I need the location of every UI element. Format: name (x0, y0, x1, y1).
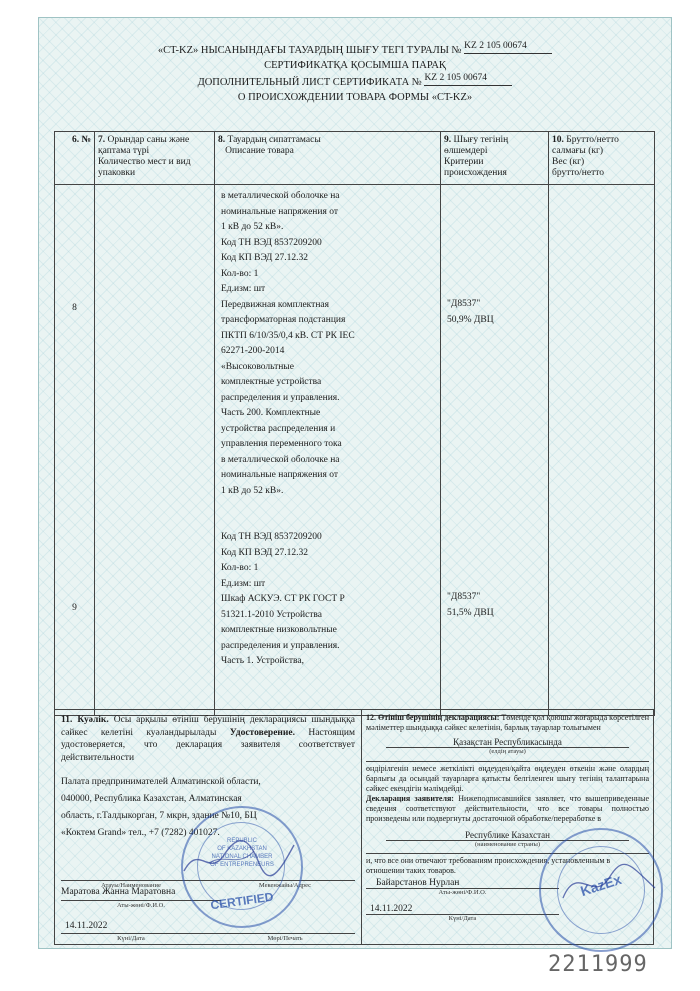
criteria-row-8: "Д8537" 50,9% ДВЦ (447, 299, 494, 325)
box-11-date: 14.11.2022 (65, 921, 108, 931)
description-line: Часть 1. Устройства, (221, 656, 304, 666)
description-line: Код КП ВЭД 27.12.32 (221, 547, 309, 558)
description-line: Передвижная комплектная (221, 299, 329, 310)
description-line: комплектные устройства (221, 377, 322, 387)
description-line: управления переменного тока (221, 439, 342, 449)
description-line: «Высоковольтные (221, 361, 294, 372)
box-12-title-ru: Декларация заявителя: (366, 794, 454, 803)
box-12-text-ru-2: и, что все они отвечают требованиям происхождения, установленным в отношении таких товаров. (366, 856, 611, 875)
description-line: Кол-во: 1 (221, 563, 259, 573)
description-line (221, 499, 436, 515)
description-line: Код ТН ВЭД 8537209200 (221, 532, 322, 542)
column-header-description: 8. Тауардың сипаттамасы Описание товара (215, 132, 441, 185)
column-header-criteria: 9. Шығу тегінің өлшемдері Критерии происхождения (441, 132, 549, 185)
column-header-packages: 7. Орындар саны және қаптама түрі Количество мест и вид упаковки (95, 132, 215, 185)
box-11-signer-name: Маратова Жанна Маратовна (61, 887, 176, 897)
goods-description (221, 189, 436, 670)
header-line-2: СЕРТИФИКАТҚА ҚОСЫМША ПАРАҚ (264, 60, 446, 71)
box-12-caption-date: Күні/Дата (448, 915, 477, 922)
description-line: комплектные низковольтные (221, 625, 337, 635)
box-12-text-ru: Нижеподписавшийся заявляет, что вышеприведенные сведения соответствуют действительности, что все товары полностью произведены или подвергнуты достаточной обработке/переработке в (366, 794, 649, 823)
table-header-row (55, 132, 655, 185)
description-line: распределения и управления. (221, 392, 340, 403)
certificate-sheet (38, 17, 672, 949)
description-line: номинальные напряжения от (221, 206, 338, 217)
certificate-number-bottom: KZ 2 105 00674 (424, 72, 512, 86)
description-line: Код ТН ВЭД 8537209200 (221, 237, 322, 248)
description-line: трансформаторная подстанция (221, 315, 346, 325)
document-serial-number: 2211999 (548, 952, 648, 977)
criteria-row-9: "Д8537" 51,5% ДВЦ (447, 592, 494, 618)
description-line: в металлической оболочке на (221, 454, 340, 465)
description-line: Часть 200. Комплектные (221, 408, 321, 418)
caption-address: Мекенжайы/Адрес (258, 882, 312, 889)
signature-left (179, 833, 299, 883)
box-12-caption-country-ru: (наименование страны) (474, 841, 541, 848)
table-body-row (55, 185, 655, 716)
box-11-title-ru: Удостоверение. (229, 727, 295, 738)
cell-weight (549, 185, 655, 716)
chamber-seal-stamp: REPUBLIC OF KAZAKHSTAN NATIONAL CHAMBER OF ENTREPRENEURS CERTIFIED (181, 806, 303, 928)
certificate-number-top: KZ 2 105 00674 (464, 40, 552, 54)
chamber-address: Палата предпринимателей Алматинской области, 040000, Республика Казахстан, Алматинская область, г.Талдыкорган, 7 мкрн, здание №10, БЦ «Коктем Grand» тел., +7 (7282) 401027. (61, 777, 261, 838)
box-11-text-ru: Настоящим удостоверяется, что декларация заявителя соответствует действительности (61, 727, 356, 763)
box-11-caption-seal: Мөрі/Печать (267, 935, 303, 942)
box-12-caption-country-kz: (елдің атауы) (489, 748, 526, 755)
box-11-caption-date: Күні/Дата (117, 935, 145, 942)
box-12-caption-fio: Аты-жөні/Ф.И.О. (438, 889, 487, 896)
box-12-text-kz: Төменде қол қоюшы жоғарыда көрсетілген мәліметтер шындыққа сәйкес келетінін, барлық тауарлар толығымен (366, 713, 649, 732)
description-line: Шкаф АСКУЭ. СТ РК ГОСТ Р (221, 594, 345, 604)
box-12-country-ru: Республике Казахстан (465, 830, 550, 840)
description-line: 62271-200-2014 (221, 346, 285, 356)
box-11-text-kz: Осы арқылы өтініш берушінің декларациясы шындыққа сәйкес келетіні куәландырылады (61, 715, 355, 738)
box-12-country-kz: Қазақстан Республикасында (453, 737, 562, 747)
description-line: номинальные напряжения от (221, 470, 338, 480)
box-12-text-kz-2: өндірілгенін немесе жеткілікті өңдеуден/қайта өңдеуден өткенін және олардың барлығы да осындай тауарларға қатысты белгіленген шығу тегінің талаптарына сәйкес екендігін мәлімдейді. (366, 764, 649, 793)
box-12-title-kz: 12. Өтініш берушінің декларациясы: (366, 713, 500, 722)
caption-name: Атауы/Наименование (101, 882, 161, 889)
row-number-9: 9 (72, 603, 77, 613)
box-11-caption-fio: Аты-жөні/Ф.И.О. (117, 902, 165, 909)
description-line: устройства распределения и (221, 423, 336, 434)
description-line: Ед.изм: шт (221, 284, 266, 294)
description-line (221, 515, 436, 531)
signature-right (559, 858, 659, 908)
description-line: 1 кВ до 52 кВ». (221, 485, 284, 496)
description-line: Ед.изм: шт (221, 578, 266, 589)
document-header (39, 41, 671, 104)
company-seal-stamp: KazEx (539, 828, 663, 952)
row-number-8: 8 (72, 303, 77, 313)
description-line: ПКТП 6/10/35/0,4 кВ. СТ РК IEC (221, 330, 355, 341)
cell-numbers (55, 185, 95, 716)
description-line: 51321.1-2010 Устройства (221, 609, 323, 620)
box-11-title-kz: 11. Куәлік. (61, 715, 109, 725)
column-header-weight: 10. Брутто/нетто салмағы (кг) Вес (кг) брутто/нетто (549, 132, 655, 185)
cell-packages (95, 185, 215, 716)
header-line-1: «CT-KZ» НЫСАНЫНДАҒЫ ТАУАРДЫҢ ШЫҒУ ТЕГІ ТУРАЛЫ № (157, 45, 462, 56)
header-line-3: ДОПОЛНИТЕЛЬНЫЙ ЛИСТ СЕРТИФИКАТА № (197, 77, 422, 88)
box-12-signer-name: Байарстанов Нурлан (376, 878, 460, 888)
description-line: распределения и управления. (221, 640, 340, 651)
description-line: Кол-во: 1 (221, 268, 259, 279)
box-12-date: 14.11.2022 (370, 904, 413, 914)
description-line: 1 кВ до 52 кВ». (221, 222, 284, 232)
cell-criteria (441, 185, 549, 716)
description-line: в металлической оболочке на (221, 191, 340, 201)
header-line-4: О ПРОИСХОЖДЕНИИ ТОВАРА ФОРМЫ «CT-KZ» (237, 92, 473, 103)
description-line: Код КП ВЭД 27.12.32 (221, 253, 309, 263)
column-header-number: 6. № (55, 132, 95, 185)
cell-description (215, 185, 441, 716)
goods-table (54, 131, 655, 716)
